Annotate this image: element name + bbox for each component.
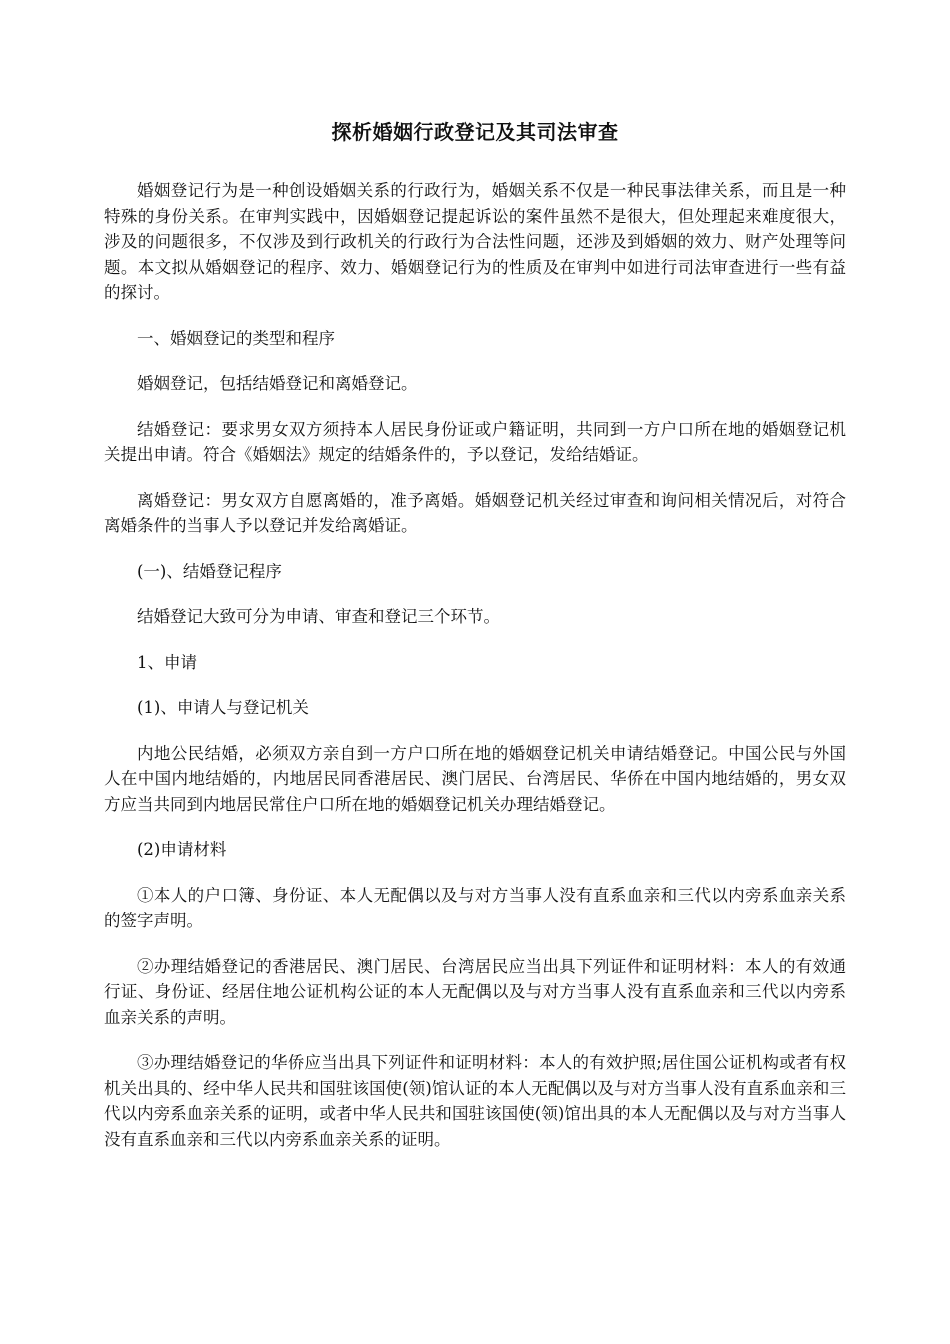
paragraph-procedure-steps: 结婚登记大致可分为申请、审查和登记三个环节。 xyxy=(137,607,500,626)
document-page xyxy=(104,118,846,1172)
paragraph-registration-types: 婚姻登记，包括结婚登记和离婚登记。 xyxy=(137,374,418,393)
paragraph-material-3: ③办理结婚登记的华侨应当出具下列证件和证明材料：本人的有效护照;居住国公证机构或者有权机关出具的、经中华人民共和国驻该国使(领)馆认证的本人无配偶以及与对方当事人没有直系血亲和三代以内旁系血亲关系的证明，或者中华人民共和国驻该国使(领)馆出具的本人无配偶以及与对方当事人没有直系血亲和三代以内旁系血亲关系的证明。 xyxy=(104,1053,846,1149)
subsection-heading-1: (一)、结婚登记程序 xyxy=(137,561,282,581)
paragraph-material-1: ①本人的户口簿、身份证、本人无配偶以及与对方当事人没有直系血亲和三代以内旁系血亲关系的签字声明。 xyxy=(104,885,846,930)
item-heading-materials: (2)申请材料 xyxy=(137,840,227,859)
paragraph-intro: 婚姻登记行为是一种创设婚姻关系的行政行为，婚姻关系不仅是一种民事法律关系，而且是一种特殊的身份关系。在审判实践中，因婚姻登记提起诉讼的案件虽然不是很大，但处理起来难度很大，涉及的问题很多，不仅涉及到行政机关的行政行为合法性问题，还涉及到婚姻的效力、财产处理等问题。本文拟从婚姻登记的程序、效力、婚姻登记行为的性质及在审判中如进行司法审查进行一些有益的探讨。 xyxy=(104,181,846,302)
section-heading-1: 一、婚姻登记的类型和程序 xyxy=(137,328,335,348)
paragraph-divorce-registration: 离婚登记：男女双方自愿离婚的，准予离婚。婚姻登记机关经过审查和询问相关情况后，对符合离婚条件的当事人予以登记并发给离婚证。 xyxy=(104,490,846,535)
item-heading-applicant: (1)、申请人与登记机关 xyxy=(137,698,309,717)
item-heading-application: 1、申请 xyxy=(137,652,197,672)
paragraph-material-2: ②办理结婚登记的香港居民、澳门居民、台湾居民应当出具下列证件和证明材料：本人的有效通行证、身份证、经居住地公证机构公证的本人无配偶以及与对方当事人没有直系血亲和三代以内旁系血亲关系的声明。 xyxy=(104,956,846,1027)
paragraph-applicant-rules: 内地公民结婚，必须双方亲自到一方户口所在地的婚姻登记机关申请结婚登记。中国公民与外国人在中国内地结婚的，内地居民同香港居民、澳门居民、台湾居民、华侨在中国内地结婚的，男女双方应当共同到内地居民常住户口所在地的婚姻登记机关办理结婚登记。 xyxy=(104,743,846,814)
document-title: 探析婚姻行政登记及其司法审查 xyxy=(331,120,619,144)
paragraph-marriage-registration: 结婚登记：要求男女双方须持本人居民身份证或户籍证明，共同到一方户口所在地的婚姻登记机关提出申请。符合《婚姻法》规定的结婚条件的，予以登记，发给结婚证。 xyxy=(104,419,846,464)
